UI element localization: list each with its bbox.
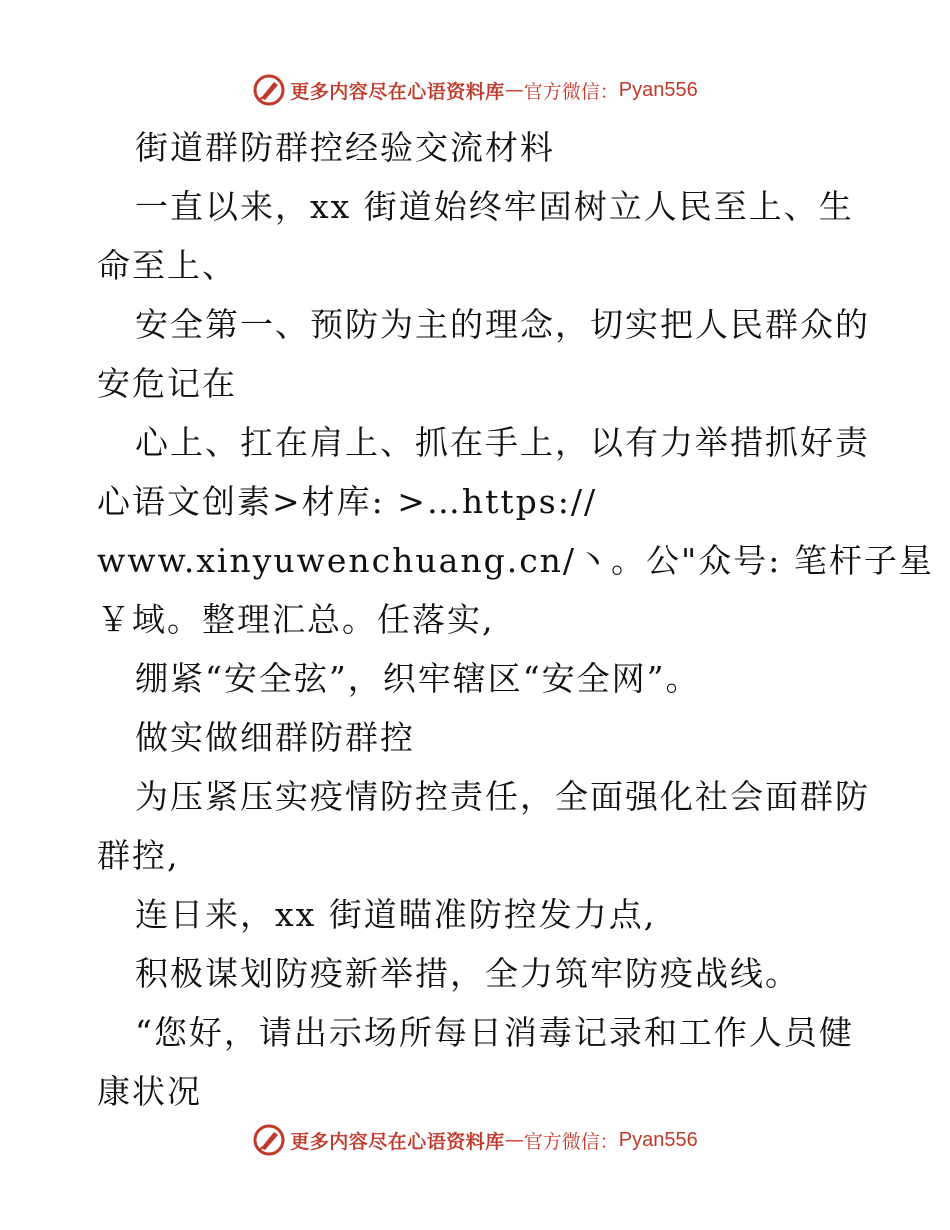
banner-main-text: 更多内容尽在心语资料库 <box>290 1130 505 1153</box>
paragraph-line: 安全第一、预防为主的理念，切实把人民群众的 <box>135 305 870 344</box>
quill-pen-logo-icon <box>252 73 286 107</box>
paragraph-line: 积极谋划防疫新举措，全力筑牢防疫战线。 <box>135 954 800 993</box>
banner-wechat-label: 官方微信： <box>523 1130 619 1153</box>
doc-title: 街道群防群控经验交流材料 <box>135 128 555 167</box>
banner-wechat-id: Pyan556 <box>618 1128 698 1151</box>
paragraph-line: 为压紧压实疫情防控责任，全面强化社会面群防 <box>135 777 870 816</box>
header-banner <box>0 70 950 110</box>
paragraph-line: www.xinyuwenchuang.cn/丶。公"众号: 笔杆子星 <box>97 541 934 580</box>
paragraph-line: 心上、扛在肩上、抓在手上，以有力举措抓好责 <box>135 423 870 462</box>
banner-dash: — <box>504 1129 524 1151</box>
paragraph-line: 命至上、 <box>97 246 237 285</box>
paragraph-line: ￥域。整理汇总。任落实, <box>97 600 495 639</box>
banner-dash: — <box>504 79 524 101</box>
paragraph-line: 康状况 <box>97 1072 202 1111</box>
paragraph-line: 安危记在 <box>97 364 237 403</box>
banner-main-text: 更多内容尽在心语资料库 <box>290 80 505 103</box>
banner-wechat-label: 官方微信： <box>523 80 619 103</box>
section-heading: 做实做细群防群控 <box>135 718 415 757</box>
paragraph-line: 绷紧“安全弦”，织牢辖区“安全网”。 <box>135 659 701 698</box>
paragraph-line: 一直以来，xx 街道始终牢固树立人民至上、生 <box>135 187 854 226</box>
quill-pen-logo-icon <box>252 1123 286 1157</box>
paragraph-line: 群控, <box>97 836 180 875</box>
document-body <box>97 118 934 1121</box>
paragraph-line: “您好，请出示场所每日消毒记录和工作人员健 <box>135 1013 854 1052</box>
paragraph-line: 心语文创素>材库: >…https:// <box>97 482 598 521</box>
banner-wechat-id: Pyan556 <box>618 78 698 101</box>
paragraph-line: 连日来，xx 街道瞄准防控发力点, <box>135 895 657 934</box>
footer-banner <box>0 1120 950 1160</box>
